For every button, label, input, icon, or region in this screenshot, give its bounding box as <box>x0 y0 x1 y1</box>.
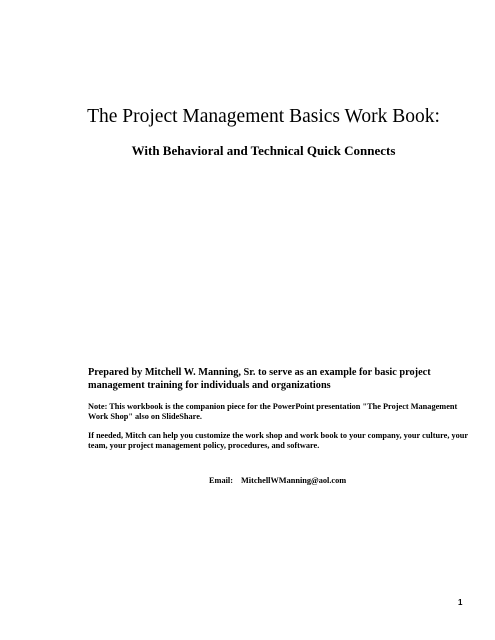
email-label: Email: <box>209 476 233 485</box>
customize-paragraph: If needed, Mitch can help you customize the work shop and work book to your company, your culture, your team, your project management policy, procedures, and software. <box>88 431 468 451</box>
document-title: The Project Management Basics Work Book: <box>87 106 440 127</box>
email-line <box>209 476 346 486</box>
email-address: MitchellWManning@aol.com <box>240 476 347 485</box>
note-paragraph: Note: This workbook is the companion piece for the PowerPoint presentation "The Project Management Work Shop" also on SlideShare. <box>88 402 458 422</box>
prepared-by-paragraph: Prepared by Mitchell W. Manning, Sr. to serve as an example for basic project management training for individuals and organizations <box>88 367 431 391</box>
document-subtitle: With Behavioral and Technical Quick Connects <box>131 143 396 158</box>
page-number: 1 <box>458 598 463 607</box>
